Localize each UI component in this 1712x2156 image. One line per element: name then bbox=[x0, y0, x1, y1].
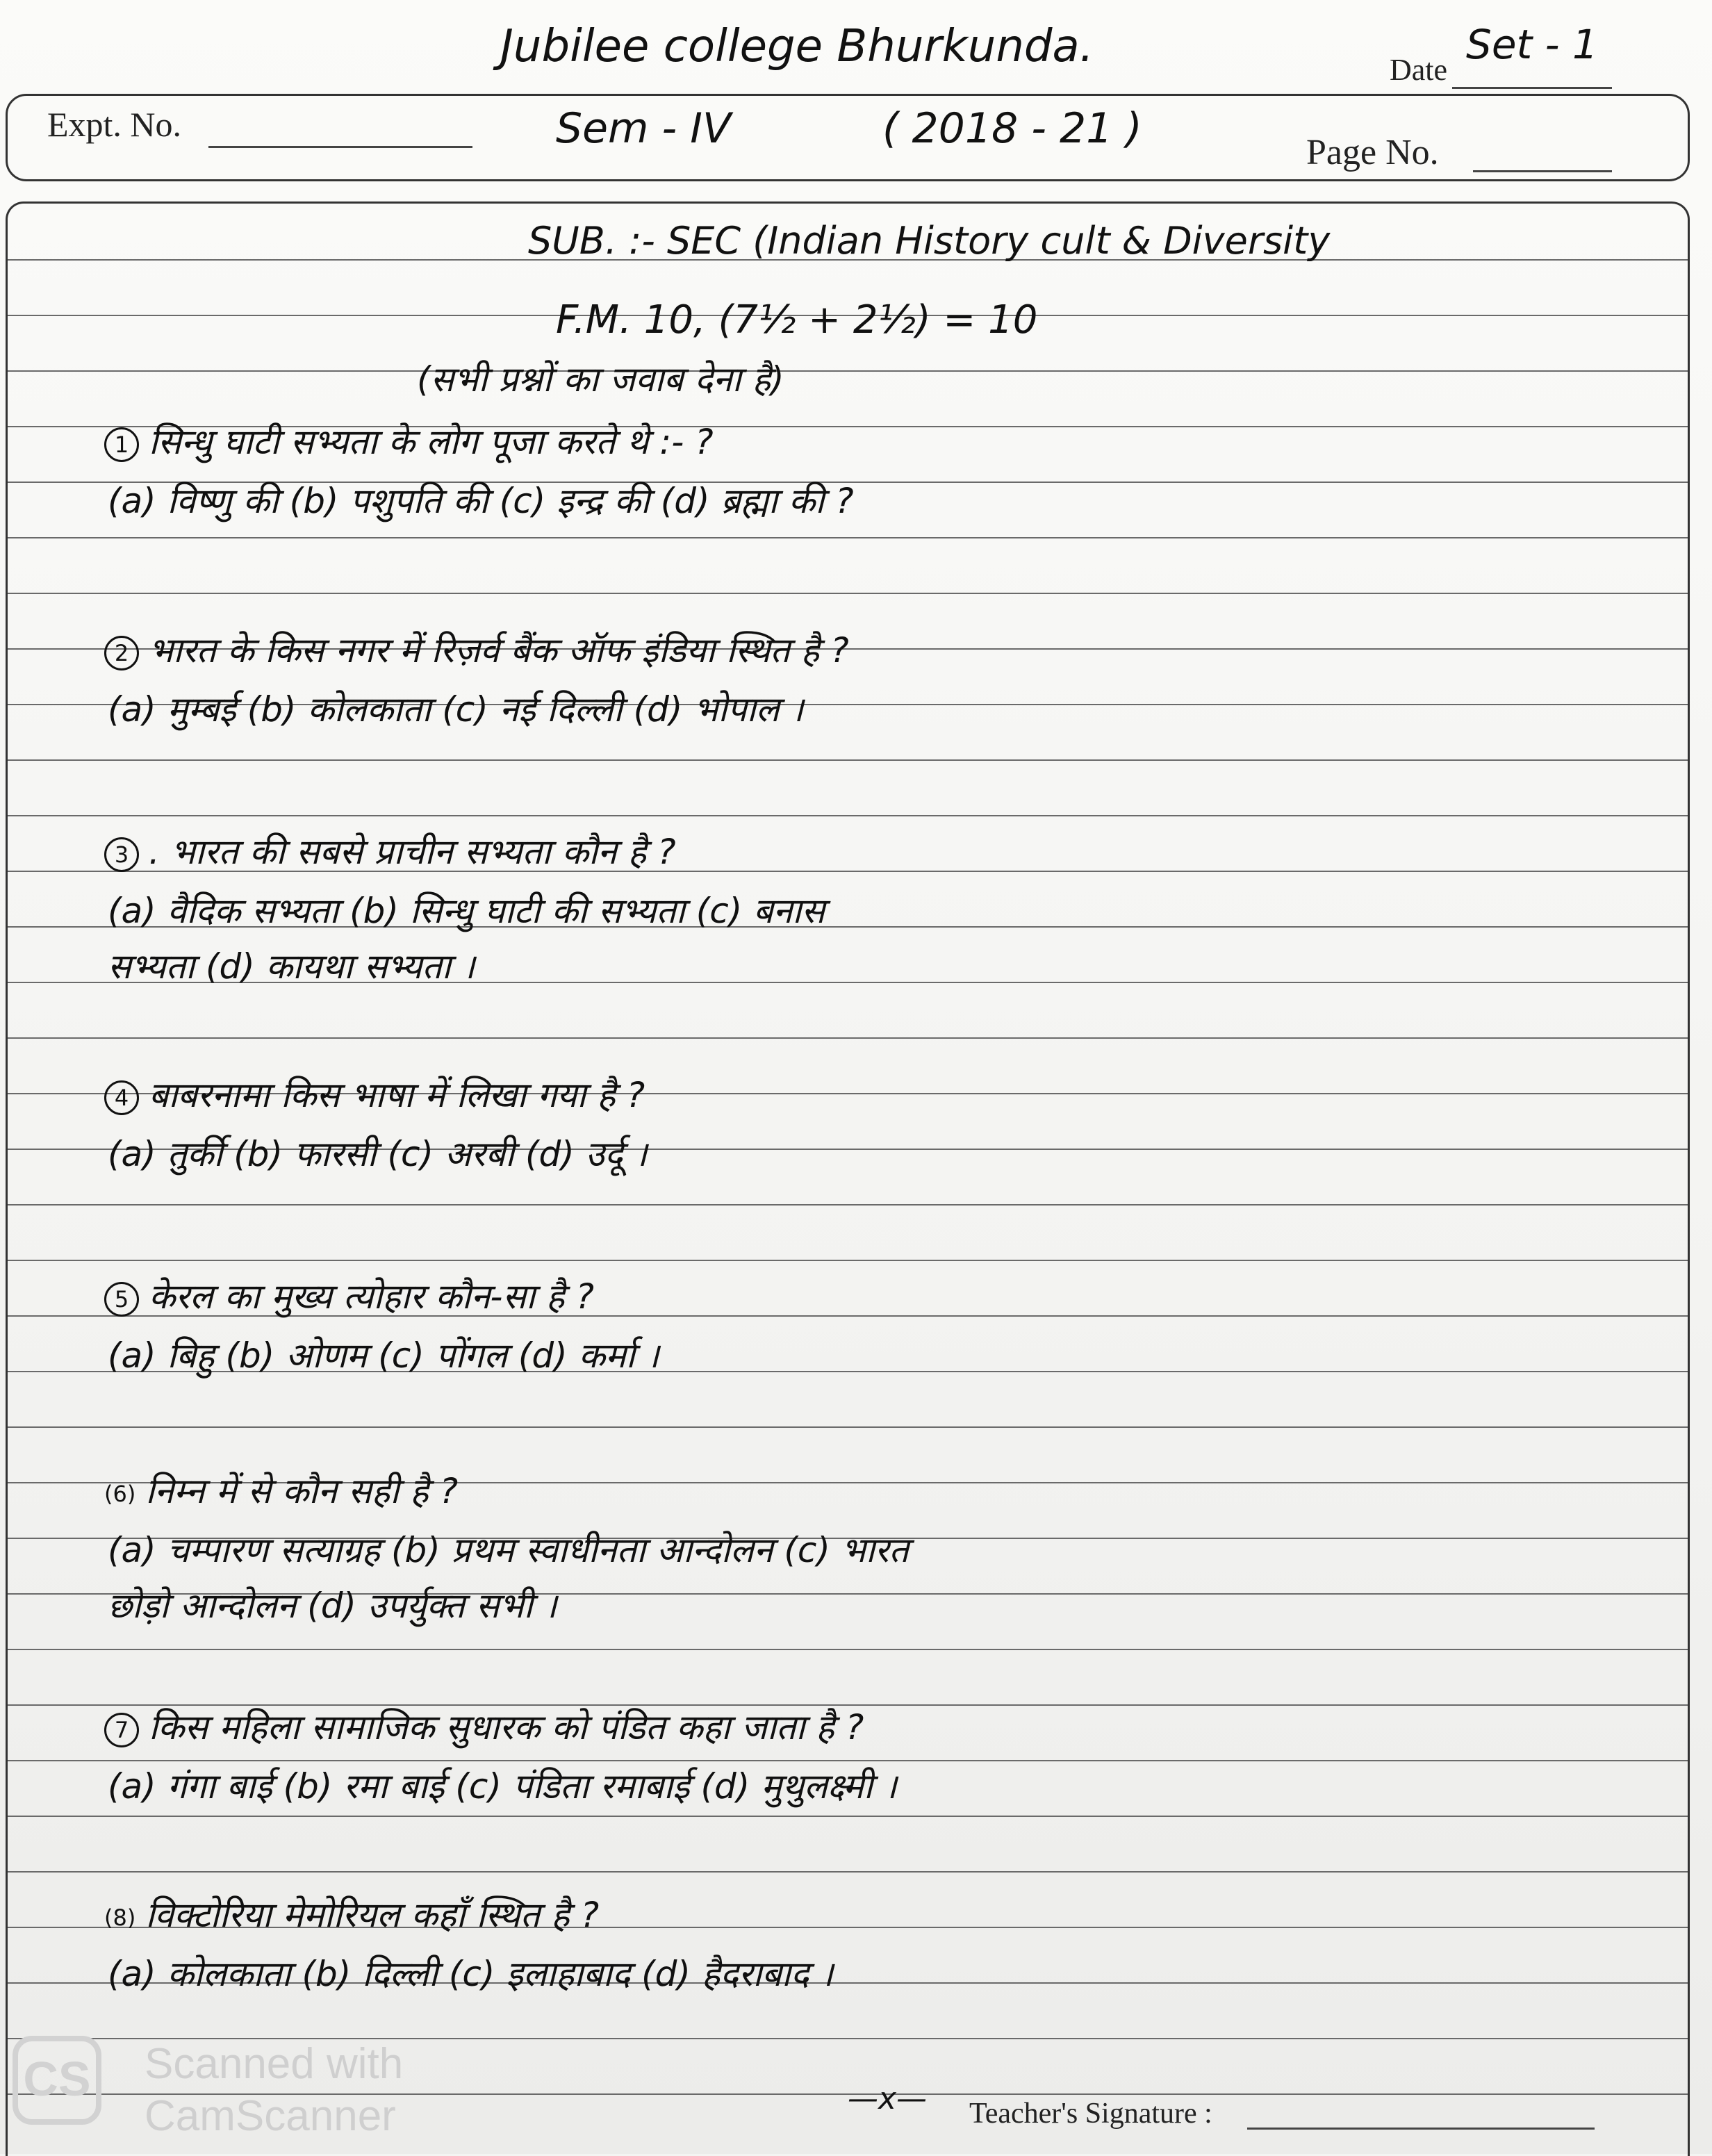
question-text: किस महिला सामाजिक सुधारक को पंडित कहा जाता है ? bbox=[149, 1707, 864, 1747]
question-text: सिन्धु घाटी सभ्यता के लोग पूजा करते थे :- ? bbox=[149, 422, 714, 462]
question-6 bbox=[104, 1466, 458, 1513]
instruction-line: (सभी प्रश्नों का जवाब देना है) bbox=[417, 359, 784, 400]
question-options: सभ्यता (d) कायथा सभ्यता । bbox=[108, 946, 475, 987]
question-text: विक्टोरिया मेमोरियल कहाँ स्थित है ? bbox=[145, 1895, 600, 1935]
end-mark: —x— bbox=[848, 2081, 928, 2116]
question-options: (a) मुम्बई (b) कोलकाता (c) नई दिल्ली (d) भोपाल । bbox=[108, 689, 804, 730]
teacher-signature-blank bbox=[1247, 2128, 1595, 2130]
ruled-line bbox=[8, 537, 1688, 538]
question-options: (a) चम्पारण सत्याग्रह (b) प्रथम स्वाधीनता आन्दोलन (c) भारत bbox=[108, 1530, 909, 1570]
scanner-watermark-line2: CamScanner bbox=[145, 2092, 396, 2140]
question-options: (a) तुर्की (b) फारसी (c) अरबी (d) उर्दू । bbox=[108, 1134, 648, 1174]
question-1 bbox=[104, 417, 714, 464]
question-options: (a) वैदिक सभ्यता (b) सिन्धु घाटी की सभ्यता (c) बनास bbox=[108, 891, 825, 931]
question-number: 2 bbox=[104, 636, 139, 670]
camscanner-logo-text: CS bbox=[23, 2052, 91, 2106]
semester: Sem - IV bbox=[556, 104, 731, 153]
question-options: छोड़ो आन्दोलन (d) उपर्युक्त सभी । bbox=[108, 1586, 557, 1626]
question-number: 4 bbox=[104, 1080, 139, 1115]
question-text: केरल का मुख्य त्योहार कौन-सा है ? bbox=[149, 1276, 594, 1317]
question-text: भारत के किस नगर में रिज़र्व बैंक ऑफ इंडिया स्थित है ? bbox=[149, 630, 849, 670]
date-blank bbox=[1452, 87, 1612, 89]
question-number: 3 bbox=[104, 837, 139, 872]
scanner-watermark-line1: Scanned with bbox=[145, 2040, 404, 2088]
question-4 bbox=[104, 1070, 645, 1117]
question-2 bbox=[104, 625, 849, 673]
question-number: 7 bbox=[104, 1713, 139, 1747]
full-marks: F.M. 10, (7½ + 2½) = 10 bbox=[556, 297, 1038, 343]
question-3 bbox=[104, 827, 676, 874]
subject-line: SUB. :- SEC (Indian History cult & Diversity bbox=[528, 219, 1331, 263]
ruled-line bbox=[8, 1426, 1688, 1428]
question-number: 1 bbox=[104, 427, 139, 462]
question-options: (a) विष्णु की (b) पशुपति की (c) इन्द्र की (d) ब्रह्मा की ? bbox=[108, 481, 854, 521]
session-years: ( 2018 - 21 ) bbox=[882, 104, 1142, 153]
question-options: (a) कोलकाता (b) दिल्ली (c) इलाहाबाद (d) हैदराबाद । bbox=[108, 1954, 834, 1994]
question-text: . भारत की सबसे प्राचीन सभ्यता कौन है ? bbox=[149, 832, 676, 872]
teacher-signature-label: Teacher's Signature : bbox=[969, 2098, 1212, 2130]
question-number: (6) bbox=[104, 1480, 136, 1507]
question-number: 5 bbox=[104, 1282, 139, 1317]
question-text: निम्न में से कौन सही है ? bbox=[145, 1471, 459, 1511]
question-number: (8) bbox=[104, 1904, 136, 1931]
ruled-line bbox=[8, 1871, 1688, 1873]
ruled-line bbox=[8, 370, 1688, 372]
ruled-line bbox=[8, 1037, 1688, 1039]
ruled-line bbox=[8, 759, 1688, 761]
question-options: (a) बिहु (b) ओणम (c) पोंगल (d) कर्मा । bbox=[108, 1335, 659, 1376]
question-5 bbox=[104, 1272, 594, 1319]
camscanner-logo-icon bbox=[13, 2036, 101, 2125]
expt-blank bbox=[208, 146, 472, 148]
date-label: Date bbox=[1390, 53, 1448, 87]
question-text: बाबरनामा किस भाषा में लिखा गया है ? bbox=[149, 1075, 645, 1115]
ruled-line bbox=[8, 1204, 1688, 1205]
ruled-line bbox=[8, 1260, 1688, 1261]
ruled-line bbox=[8, 1649, 1688, 1650]
ruled-line bbox=[8, 815, 1688, 816]
question-7 bbox=[104, 1702, 864, 1750]
page-no-blank bbox=[1473, 170, 1612, 172]
question-options: (a) गंगा बाई (b) रमा बाई (c) पंडिता रमाबाई (d) मुथुलक्ष्मी । bbox=[108, 1766, 897, 1807]
college-name: Jubilee college Bhurkunda. bbox=[500, 21, 1094, 72]
ruled-line bbox=[8, 593, 1688, 594]
ruled-line bbox=[8, 1816, 1688, 1817]
expt-label: Expt. No. bbox=[47, 105, 182, 144]
question-8 bbox=[104, 1890, 599, 1937]
set-number: Set - 1 bbox=[1466, 21, 1598, 68]
page-no-label: Page No. bbox=[1306, 133, 1439, 172]
